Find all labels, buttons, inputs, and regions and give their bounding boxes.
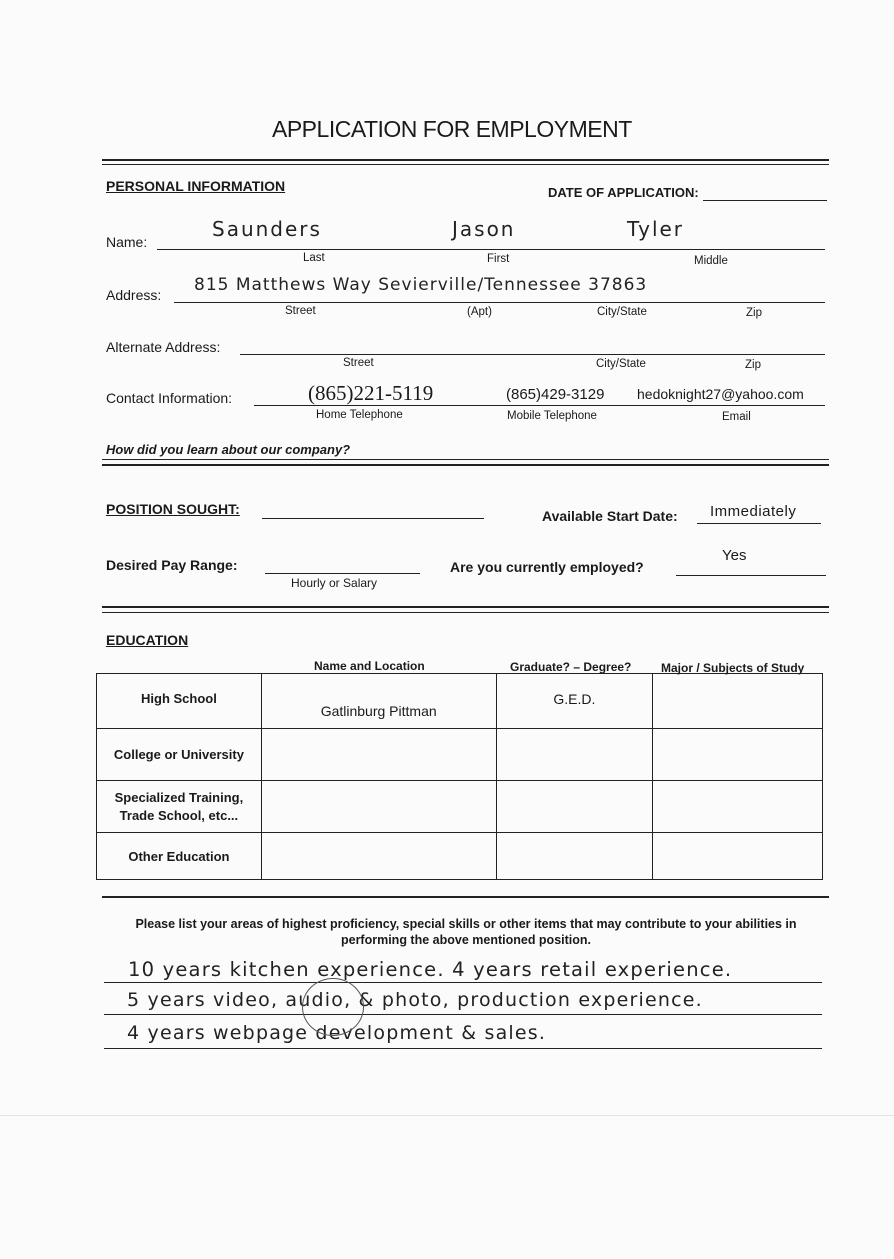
caption-city-state: City/State <box>597 306 647 318</box>
high-school-degree-cell[interactable]: G.E.D. <box>496 674 653 729</box>
name-field[interactable] <box>157 249 825 250</box>
date-field[interactable] <box>703 200 827 201</box>
currently-employed-label: Are you currently employed? <box>450 559 644 575</box>
section-rule-3 <box>102 612 829 613</box>
caption-middle: Middle <box>694 255 728 267</box>
start-date-label: Available Start Date: <box>542 508 678 524</box>
col-name-location: Name and Location <box>314 659 425 673</box>
skills-line-3: 4 years webpage development & sales. <box>127 1022 547 1044</box>
row-label-specialized: Specialized Training, Trade School, etc... <box>97 781 262 833</box>
caption-alt-zip: Zip <box>745 359 761 371</box>
table-row <box>97 781 823 833</box>
education-table <box>96 673 823 880</box>
specialized-major-cell[interactable] <box>653 781 823 833</box>
row-label-college: College or University <box>97 729 262 781</box>
position-field[interactable] <box>262 518 484 519</box>
position-sought-heading: POSITION SOUGHT: <box>106 501 240 517</box>
date-label: DATE OF APPLICATION: <box>548 185 699 200</box>
address-value: 815 Matthews Way Sevierville/Tennessee 37863 <box>194 275 648 295</box>
address-label: Address: <box>106 287 162 303</box>
currently-employed-value: Yes <box>722 547 747 564</box>
skills-rule-1[interactable] <box>104 982 822 983</box>
title-rule <box>102 159 829 161</box>
alternate-address-label: Alternate Address: <box>106 339 221 355</box>
table-row <box>97 674 823 729</box>
skills-prompt: Please list your areas of highest proficiency, special skills or other items that may contribute to your abilities in performing the above mentioned position. <box>135 917 797 947</box>
caption-alt-city-state: City/State <box>596 358 646 370</box>
learn-about-label: How did you learn about our company? <box>106 442 351 457</box>
email-value: hedoknight27@yahoo.com <box>637 386 804 402</box>
page-title: APPLICATION FOR EMPLOYMENT <box>272 116 632 142</box>
start-date-field[interactable] <box>697 523 821 524</box>
high-school-major-cell[interactable] <box>653 674 823 729</box>
section-rule-2 <box>102 606 829 608</box>
circle-mark-icon <box>302 978 364 1036</box>
title-rule-2 <box>102 164 829 165</box>
skills-rule-2[interactable] <box>104 1014 822 1015</box>
college-name-cell[interactable] <box>261 729 496 781</box>
caption-home-telephone: Home Telephone <box>316 409 403 421</box>
skills-rule-3[interactable] <box>104 1048 822 1049</box>
specialized-name-cell[interactable] <box>261 781 496 833</box>
caption-apt: (Apt) <box>467 306 492 318</box>
section-rule-4 <box>102 896 829 898</box>
other-major-cell[interactable] <box>653 833 823 880</box>
caption-hourly-salary: Hourly or Salary <box>291 576 378 590</box>
last-name-value: Saunders <box>212 217 322 241</box>
scan-edge <box>0 1115 894 1116</box>
caption-email: Email <box>722 411 751 423</box>
table-row <box>97 833 823 880</box>
education-heading: EDUCATION <box>106 632 189 648</box>
caption-last: Last <box>303 252 325 264</box>
middle-name-value: Tyler <box>627 217 685 241</box>
home-phone-value: (865)221-5119 <box>308 381 434 405</box>
col-major: Major / Subjects of Study <box>661 661 805 675</box>
pay-range-label: Desired Pay Range: <box>106 557 238 573</box>
name-label: Name: <box>106 234 148 250</box>
bleed-through-text <box>60 100 65 121</box>
high-school-name-cell[interactable]: Gatlinburg Pittman <box>261 674 496 729</box>
college-degree-cell[interactable] <box>496 729 653 781</box>
other-name-cell[interactable] <box>261 833 496 880</box>
mobile-phone-value: (865)429-3129 <box>506 386 605 403</box>
caption-alt-street: Street <box>343 357 374 369</box>
caption-mobile-telephone: Mobile Telephone <box>507 410 597 422</box>
table-row <box>97 729 823 781</box>
section-rule-1 <box>102 464 829 466</box>
other-degree-cell[interactable] <box>496 833 653 880</box>
personal-info-heading: PERSONAL INFORMATION <box>106 178 286 194</box>
specialized-degree-cell[interactable] <box>496 781 653 833</box>
learn-about-field[interactable] <box>102 459 829 460</box>
contact-label: Contact Information: <box>106 390 233 406</box>
row-label-other: Other Education <box>97 833 262 880</box>
alternate-address-field[interactable] <box>240 354 825 355</box>
skills-line-1: 10 years kitchen experience. 4 years retail experience. <box>128 958 733 981</box>
currently-employed-field[interactable] <box>676 575 826 576</box>
caption-street: Street <box>285 305 316 317</box>
college-major-cell[interactable] <box>653 729 823 781</box>
skills-line-2: 5 years video, audio, & photo, production experience. <box>127 989 703 1011</box>
start-date-value: Immediately <box>710 503 797 520</box>
pay-range-field[interactable] <box>265 573 420 574</box>
first-name-value: Jason <box>452 217 516 241</box>
address-field[interactable] <box>174 302 825 303</box>
row-label-high-school: High School <box>97 674 262 729</box>
caption-first: First <box>487 253 510 265</box>
caption-zip: Zip <box>746 307 762 319</box>
col-graduate-degree: Graduate? – Degree? <box>510 660 632 674</box>
